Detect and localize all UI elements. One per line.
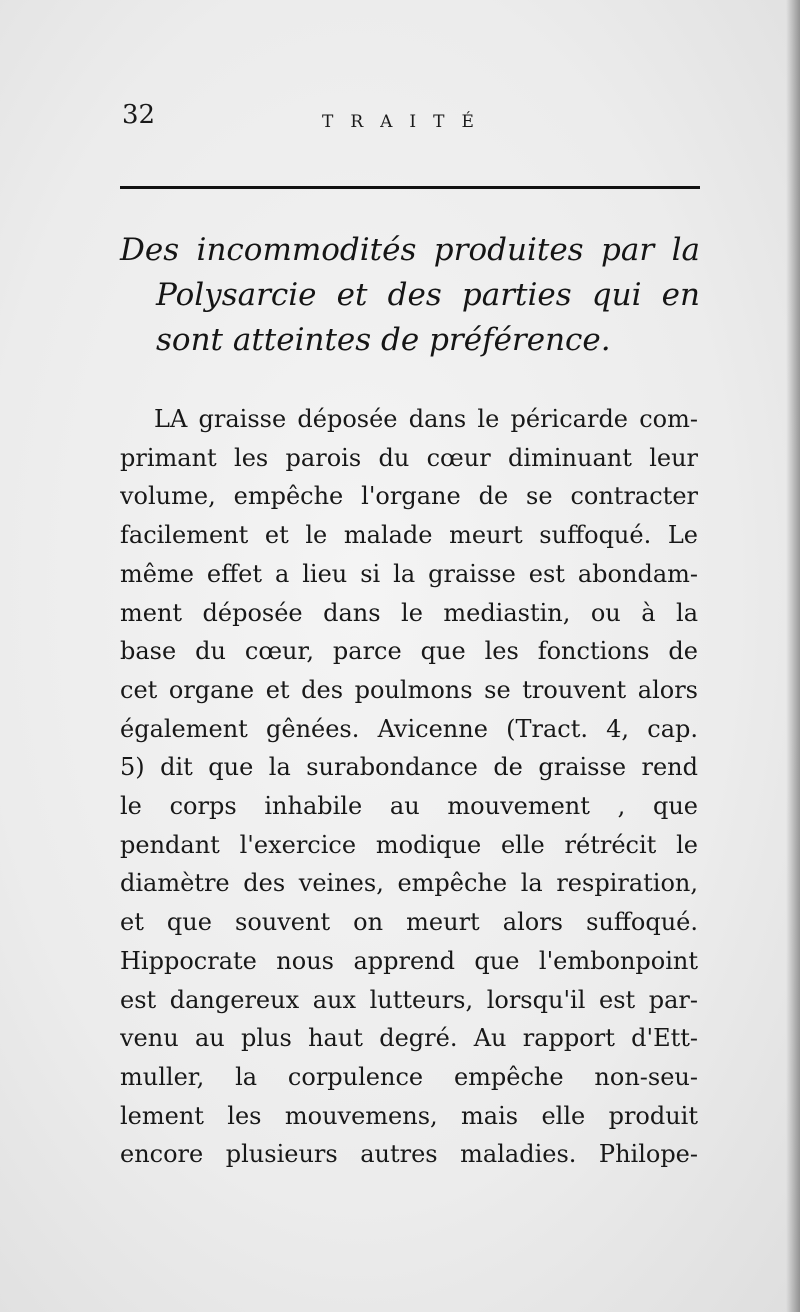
body-line: Hippocrate nous apprend que l'embonpoint — [120, 946, 698, 975]
body-line: volume, empêche l'organe de se contracter — [120, 482, 698, 511]
heading-line: sont atteintes de préférence. — [156, 322, 611, 358]
body-line: cet organe et des poulmons se trouvent alors — [120, 675, 698, 704]
body-line: diamètre des veines, empêche la respiration, — [120, 869, 698, 898]
body-line: également gênées. Avicenne (Tract. 4, cap. — [120, 714, 698, 743]
body-line: est dangereux aux lutteurs, lorsqu'il est par- — [120, 985, 698, 1014]
running-title: TRAITÉ — [322, 112, 491, 132]
page-edge-shadow — [786, 0, 800, 1312]
body-line: pendant l'exercice modique elle rétrécit le — [120, 830, 698, 859]
body-line: facilement et le malade meurt suffoqué. Le — [120, 521, 698, 550]
body-line: base du cœur, parce que les fonctions de — [120, 637, 698, 666]
body-line: venu au plus haut degré. Au rapport d'Ett- — [120, 1024, 698, 1053]
body-line: muller, la corpulence empêche non-seu- — [120, 1062, 698, 1091]
body-line: le corps inhabile au mouvement , que — [120, 792, 698, 821]
page-number: 32 — [122, 100, 156, 130]
body-line: même effet a lieu si la graisse est abondam- — [120, 559, 698, 588]
body-line: LA graisse déposée dans le péricarde com- — [154, 405, 698, 433]
body-line: ment déposée dans le mediastin, ou à la — [120, 598, 698, 627]
header-rule — [120, 186, 700, 189]
section-heading — [120, 228, 700, 363]
body-line: 5) dit que la surabondance de graisse rend — [120, 753, 698, 782]
body-line: et que souvent on meurt alors suffoqué. — [120, 908, 698, 937]
body-line: lement les mouvemens, mais elle produit — [120, 1101, 698, 1130]
heading-line: Des incommodités produites par la — [120, 232, 700, 268]
body-text — [120, 400, 698, 1174]
body-line: primant les parois du cœur diminuant leur — [120, 443, 698, 472]
heading-line: Polysarcie et des parties qui en — [156, 277, 700, 313]
body-line: encore plusieurs autres maladies. Philope- — [120, 1140, 698, 1169]
